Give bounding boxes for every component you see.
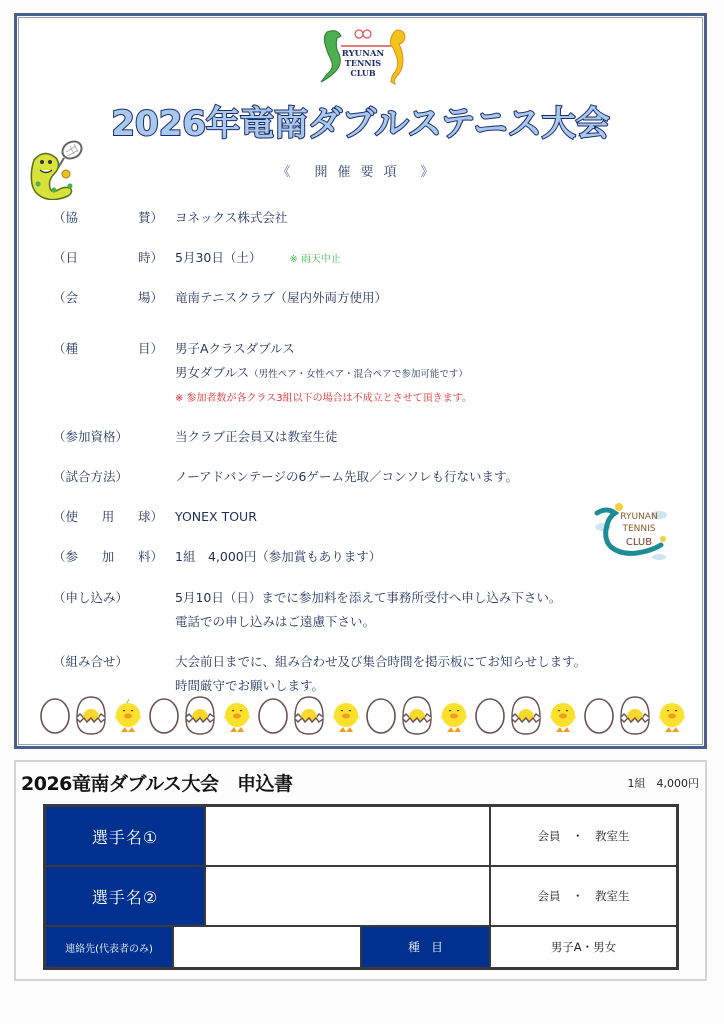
egg-icon: [257, 695, 289, 735]
chick-decoration-row: [39, 691, 689, 735]
detail-value: 当クラブ正会員又は教室生徒: [175, 429, 338, 444]
detail-label: （協 賛）: [53, 210, 163, 225]
contact-label-cell: 連絡先(代表者のみ): [45, 926, 173, 968]
hatching-chick-icon: [183, 695, 217, 735]
detail-value: ノーアドバンテージの6ゲーム先取／コンソレも行ないます。: [175, 469, 518, 484]
chick-icon: [220, 695, 254, 735]
hatching-chick-icon: [400, 695, 434, 735]
hatching-chick-icon: [509, 695, 543, 735]
dragon-club-logo: [589, 499, 673, 569]
svg-text:RYUNAN: RYUNAN: [620, 512, 658, 522]
hatching-chick-icon: [292, 695, 326, 735]
application-form: [14, 760, 707, 981]
hatching-chick-icon: [618, 695, 652, 735]
green-dragon-icon: [321, 31, 341, 82]
chick-icon: [329, 695, 363, 735]
seahorse-icon: [390, 30, 405, 84]
detail-label: （試合方法）: [53, 469, 129, 484]
detail-value: 5月30日（土） ※ 雨天中止: [175, 250, 341, 265]
svg-text:RYUNAN: RYUNAN: [341, 49, 385, 59]
hatching-chick-icon: [74, 695, 108, 735]
detail-value: YONEX TOUR: [175, 509, 257, 524]
detail-value: 男子Aクラスダブルス 男女ダブルス（男性ペア・女性ペア・混合ペアで参加可能です） ※ 参加者数が各クラス3組以下の場合は不成立とさせて頂きます。: [175, 337, 472, 411]
detail-value: 5月10日（日）までに参加料を添えて事務所受付へ申し込み下さい。 電話での申し込みはご遠慮下さい。: [175, 590, 562, 629]
egg-icon: [583, 695, 615, 735]
svg-text:CLUB: CLUB: [625, 537, 653, 548]
player2-label-cell: 選手名②: [45, 866, 205, 926]
minimum-teams-warning: ※ 参加者数が各クラス3組以下の場合は不成立とさせて頂きます。: [175, 393, 472, 404]
event-flyer: [14, 13, 707, 749]
player2-membership-choice[interactable]: 会員 ・ 教室生: [490, 866, 677, 926]
detail-label: （種 目）: [53, 341, 163, 356]
detail-label: （日 時）: [53, 250, 163, 265]
detail-label: （参 加 料）: [53, 549, 163, 564]
event-title: 2026年竜南ダブルステニス大会: [111, 104, 610, 144]
svg-text:TENNIS: TENNIS: [344, 58, 382, 68]
egg-icon: [365, 695, 397, 735]
detail-value: 1組 4,000円（参加賞もあります）: [175, 549, 382, 564]
player1-name-field[interactable]: [205, 806, 490, 866]
detail-value: 竜南テニスクラブ（屋内外両方使用）: [175, 290, 388, 305]
svg-text:CLUB: CLUB: [350, 68, 376, 78]
rain-cancel-note: ※ 雨天中止: [289, 254, 341, 265]
chick-icon: [655, 695, 689, 735]
contact-field[interactable]: [173, 926, 361, 968]
detail-label: （組み合せ）: [53, 654, 129, 669]
chick-icon: [546, 695, 580, 735]
club-logo: [313, 26, 413, 86]
event-label-cell: 種 目: [361, 926, 490, 968]
chick-icon: [111, 695, 145, 735]
svg-text:TENNIS: TENNIS: [622, 524, 656, 534]
detail-label: （申し込み）: [53, 590, 129, 605]
egg-icon: [148, 695, 180, 735]
section-heading: 《 開催要項 》: [277, 165, 444, 180]
egg-icon: [39, 695, 71, 735]
detail-label: （使 用 球）: [53, 509, 163, 524]
player1-membership-choice[interactable]: 会員 ・ 教室生: [490, 806, 677, 866]
form-fee: 1組 4,000円: [627, 777, 699, 790]
chick-icon: [437, 695, 471, 735]
form-title: 2026竜南ダブルス大会 申込書: [21, 773, 293, 795]
player2-name-field[interactable]: [205, 866, 490, 926]
player1-label-cell: 選手名①: [45, 806, 205, 866]
detail-label: （会 場）: [53, 290, 163, 305]
egg-icon: [474, 695, 506, 735]
detail-label: （参加資格）: [53, 429, 129, 444]
detail-value: ヨネックス株式会社: [175, 210, 288, 225]
detail-value: 大会前日までに、組み合わせ及び集合時間を掲示板にてお知らせします。 時間厳守でお願いします。: [175, 654, 587, 693]
event-choice[interactable]: 男子A・男女: [490, 926, 677, 968]
application-table: [43, 804, 679, 970]
